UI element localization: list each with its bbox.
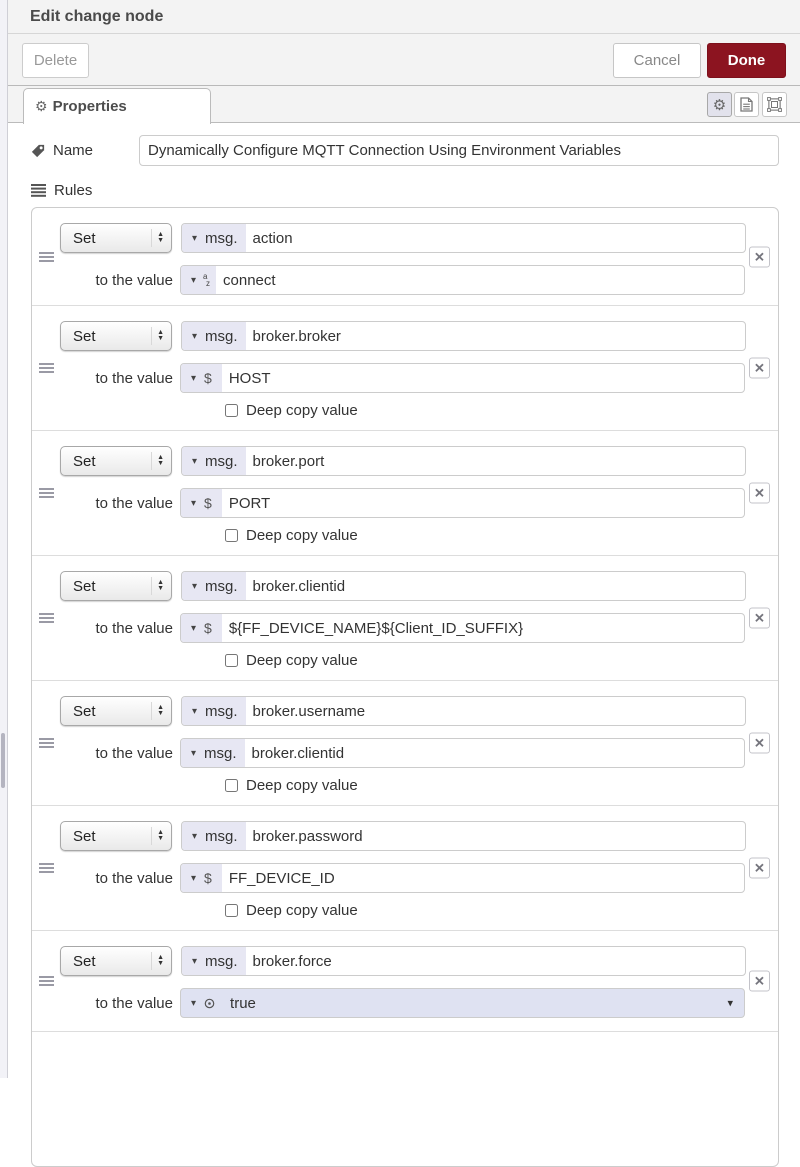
rule-row-2	[32, 306, 778, 431]
drag-handle-icon[interactable]	[39, 980, 54, 982]
drag-handle-icon[interactable]	[39, 867, 54, 869]
properties-panel	[8, 124, 800, 1078]
delete-button[interactable]: Delete	[22, 43, 89, 78]
rule-4-delete-button[interactable]	[749, 608, 770, 629]
deep-copy-label: Deep copy value	[246, 527, 358, 544]
rule-7-value[interactable]: true	[230, 994, 256, 1012]
rule-row-7	[32, 931, 778, 1032]
caret-down-icon[interactable]: ▾	[182, 947, 202, 975]
rule-3-property-value[interactable]: broker.port	[252, 452, 325, 470]
select-arrows-icon: ▲ ▼	[151, 229, 164, 247]
deep-copy-label: Deep copy value	[246, 652, 358, 669]
x-icon: ✕	[754, 735, 765, 751]
env-type-icon: $	[201, 489, 222, 517]
list-icon	[31, 184, 46, 197]
select-arrows-icon: ▲ ▼	[151, 827, 164, 845]
rule-row-1	[32, 208, 778, 306]
rule-row-4	[32, 556, 778, 681]
drag-handle-icon[interactable]	[39, 742, 54, 744]
rule-5-delete-button[interactable]	[749, 733, 770, 754]
drag-handle-icon[interactable]	[39, 256, 54, 258]
rule-2-value[interactable]: HOST	[228, 369, 271, 387]
rule-1-value[interactable]: connect	[223, 271, 276, 289]
select-arrows-icon: ▲ ▼	[151, 327, 164, 345]
msg-type-chip: msg.	[202, 822, 246, 850]
name-input[interactable]	[139, 135, 779, 166]
rule-2-value-field[interactable]	[180, 363, 745, 393]
select-arrows-icon: ▲ ▼	[151, 702, 164, 720]
msg-type-chip: msg.	[201, 739, 245, 767]
x-icon: ✕	[754, 610, 765, 626]
msg-type-chip: msg.	[202, 572, 246, 600]
deep-copy-row	[225, 652, 778, 669]
rule-3-value-field[interactable]	[180, 488, 745, 518]
object-group-icon	[767, 97, 782, 112]
caret-down-icon[interactable]: ▾	[181, 739, 201, 767]
rule-5-action-value: Set	[73, 702, 96, 720]
rule-1-property-value[interactable]: action	[252, 229, 293, 247]
deep-copy-row	[225, 902, 778, 919]
rule-3-property-field[interactable]	[181, 446, 746, 476]
dialog-header	[8, 0, 800, 34]
rule-5-property-field[interactable]	[181, 696, 746, 726]
x-icon: ✕	[754, 249, 765, 264]
select-arrows-icon: ▲ ▼	[151, 577, 164, 595]
rule-5-value[interactable]: broker.clientid	[251, 744, 345, 762]
caret-down-icon[interactable]: ▾	[181, 864, 201, 892]
rule-2-action-value: Set	[73, 327, 96, 345]
rule-6-action-select[interactable]	[60, 821, 172, 851]
tab-bar	[8, 86, 800, 123]
to-the-value-label: to the value	[95, 869, 173, 887]
caret-down-icon[interactable]: ▾	[182, 322, 202, 350]
x-icon: ✕	[754, 485, 765, 501]
cancel-button[interactable]: Cancel	[613, 43, 701, 78]
rule-6-action-value: Set	[73, 827, 96, 845]
to-the-value-label: to the value	[95, 744, 173, 762]
rule-7-property-value[interactable]: broker.force	[252, 952, 332, 970]
env-type-icon: $	[201, 864, 222, 892]
rule-7-value-field[interactable]	[180, 988, 745, 1018]
rule-3-delete-button[interactable]	[749, 483, 770, 504]
rule-1-action-value: Set	[73, 229, 96, 247]
done-button[interactable]: Done	[707, 43, 786, 78]
rule-3-action-select[interactable]	[60, 446, 172, 476]
rules-list	[31, 207, 779, 1167]
rule-row-5	[32, 681, 778, 806]
to-the-value-label: to the value	[95, 369, 173, 387]
select-arrows-icon: ▲ ▼	[151, 952, 164, 970]
caret-down-icon[interactable]: ▾	[181, 489, 201, 517]
caret-down-icon[interactable]: ▾	[182, 224, 202, 252]
to-the-value-label: to the value	[95, 994, 173, 1012]
rule-1-delete-button[interactable]	[749, 246, 770, 267]
caret-down-icon[interactable]: ▾	[182, 447, 202, 475]
tab-properties-label: Properties	[52, 98, 127, 115]
left-gutter	[0, 0, 7, 1078]
msg-type-chip: msg.	[202, 447, 246, 475]
caret-down-icon[interactable]: ▾	[181, 266, 201, 294]
rule-row-6	[32, 806, 778, 931]
deep-copy-label: Deep copy value	[246, 777, 358, 794]
x-icon: ✕	[754, 973, 765, 989]
msg-type-chip: msg.	[202, 322, 246, 350]
rule-2-delete-button[interactable]	[749, 358, 770, 379]
rule-7-property-field[interactable]	[181, 946, 746, 976]
rule-1-action-select[interactable]	[60, 223, 172, 253]
rule-4-value-field[interactable]	[180, 613, 745, 643]
rules-label-group	[31, 180, 779, 200]
tab-properties[interactable]	[23, 88, 211, 124]
document-icon	[740, 97, 753, 112]
dialog-title: Edit change node	[30, 7, 164, 25]
deep-copy-checkbox[interactable]	[225, 404, 238, 417]
rule-3-action-value: Set	[73, 452, 96, 470]
name-label-group	[31, 142, 139, 159]
node-appearance-button[interactable]	[762, 92, 787, 117]
caret-down-icon[interactable]: ▾	[182, 822, 202, 850]
deep-copy-row	[225, 777, 778, 794]
rule-2-property-value[interactable]: broker.broker	[252, 327, 341, 345]
caret-down-icon: ▾	[727, 997, 733, 1010]
rule-4-property-value[interactable]: broker.clientid	[252, 577, 346, 595]
name-row	[31, 135, 779, 166]
rule-6-value-field[interactable]	[180, 863, 745, 893]
rule-4-action-select[interactable]	[60, 571, 172, 601]
boolean-type-icon	[201, 989, 223, 1017]
rule-row-3	[32, 431, 778, 556]
x-icon: ✕	[754, 860, 765, 876]
to-the-value-label: to the value	[95, 619, 173, 637]
rule-6-property-value[interactable]: broker.password	[252, 827, 363, 845]
properties-gear-icon: ⚙	[35, 98, 48, 114]
scrollbar-thumb[interactable]	[1, 733, 5, 788]
rule-6-delete-button[interactable]	[749, 858, 770, 879]
rule-4-property-field[interactable]	[181, 571, 746, 601]
node-description-button[interactable]	[734, 92, 759, 117]
rule-2-property-field[interactable]	[181, 321, 746, 351]
gear-icon: ⚙	[712, 96, 727, 114]
rule-5-action-select[interactable]	[60, 696, 172, 726]
edit-tray	[7, 0, 800, 1078]
rule-5-value-field[interactable]	[180, 738, 745, 768]
node-settings-button[interactable]	[707, 92, 732, 117]
rule-3-value[interactable]: PORT	[228, 494, 271, 512]
caret-down-icon[interactable]: ▾	[191, 997, 197, 1009]
rule-7-delete-button[interactable]	[749, 971, 770, 992]
rules-label: Rules	[54, 181, 93, 199]
rule-4-value[interactable]: ${FF_DEVICE_NAME}${Client_ID_SUFFIX}	[228, 619, 524, 637]
caret-down-icon[interactable]: ▾	[181, 364, 201, 392]
deep-copy-checkbox[interactable]	[225, 779, 238, 792]
drag-handle-icon[interactable]	[39, 617, 54, 619]
rule-7-action-select[interactable]	[60, 946, 172, 976]
env-type-icon: $	[201, 614, 222, 642]
caret-down-icon[interactable]: ▾	[182, 697, 202, 725]
caret-down-icon[interactable]: ▾	[182, 572, 202, 600]
rule-1-property-field[interactable]	[181, 223, 746, 253]
caret-down-icon[interactable]: ▾	[181, 614, 201, 642]
deep-copy-label: Deep copy value	[246, 402, 358, 419]
select-arrows-icon: ▲ ▼	[151, 452, 164, 470]
rule-2-action-select[interactable]	[60, 321, 172, 351]
tag-icon	[31, 144, 45, 158]
rule-6-value[interactable]: FF_DEVICE_ID	[228, 869, 335, 887]
name-label: Name	[53, 142, 94, 159]
deep-copy-checkbox[interactable]	[225, 529, 238, 542]
env-type-icon: $	[201, 364, 222, 392]
rule-6-property-field[interactable]	[181, 821, 746, 851]
deep-copy-row	[225, 402, 778, 419]
rule-4-action-value: Set	[73, 577, 96, 595]
drag-handle-icon[interactable]	[39, 492, 54, 494]
to-the-value-label: to the value	[95, 494, 173, 512]
deep-copy-checkbox[interactable]	[225, 654, 238, 667]
msg-type-chip: msg.	[202, 697, 246, 725]
msg-type-chip: msg.	[202, 947, 246, 975]
x-icon: ✕	[754, 360, 765, 376]
deep-copy-checkbox[interactable]	[225, 904, 238, 917]
string-type-icon: a z	[201, 266, 216, 294]
drag-handle-icon[interactable]	[39, 367, 54, 369]
deep-copy-label: Deep copy value	[246, 902, 358, 919]
deep-copy-row	[225, 527, 778, 544]
msg-type-chip: msg.	[202, 224, 246, 252]
rule-7-action-value: Set	[73, 952, 96, 970]
rule-5-property-value[interactable]: broker.username	[252, 702, 366, 720]
to-the-value-label: to the value	[95, 271, 173, 289]
dialog-button-bar	[8, 34, 800, 86]
rule-1-value-field[interactable]	[180, 265, 745, 295]
